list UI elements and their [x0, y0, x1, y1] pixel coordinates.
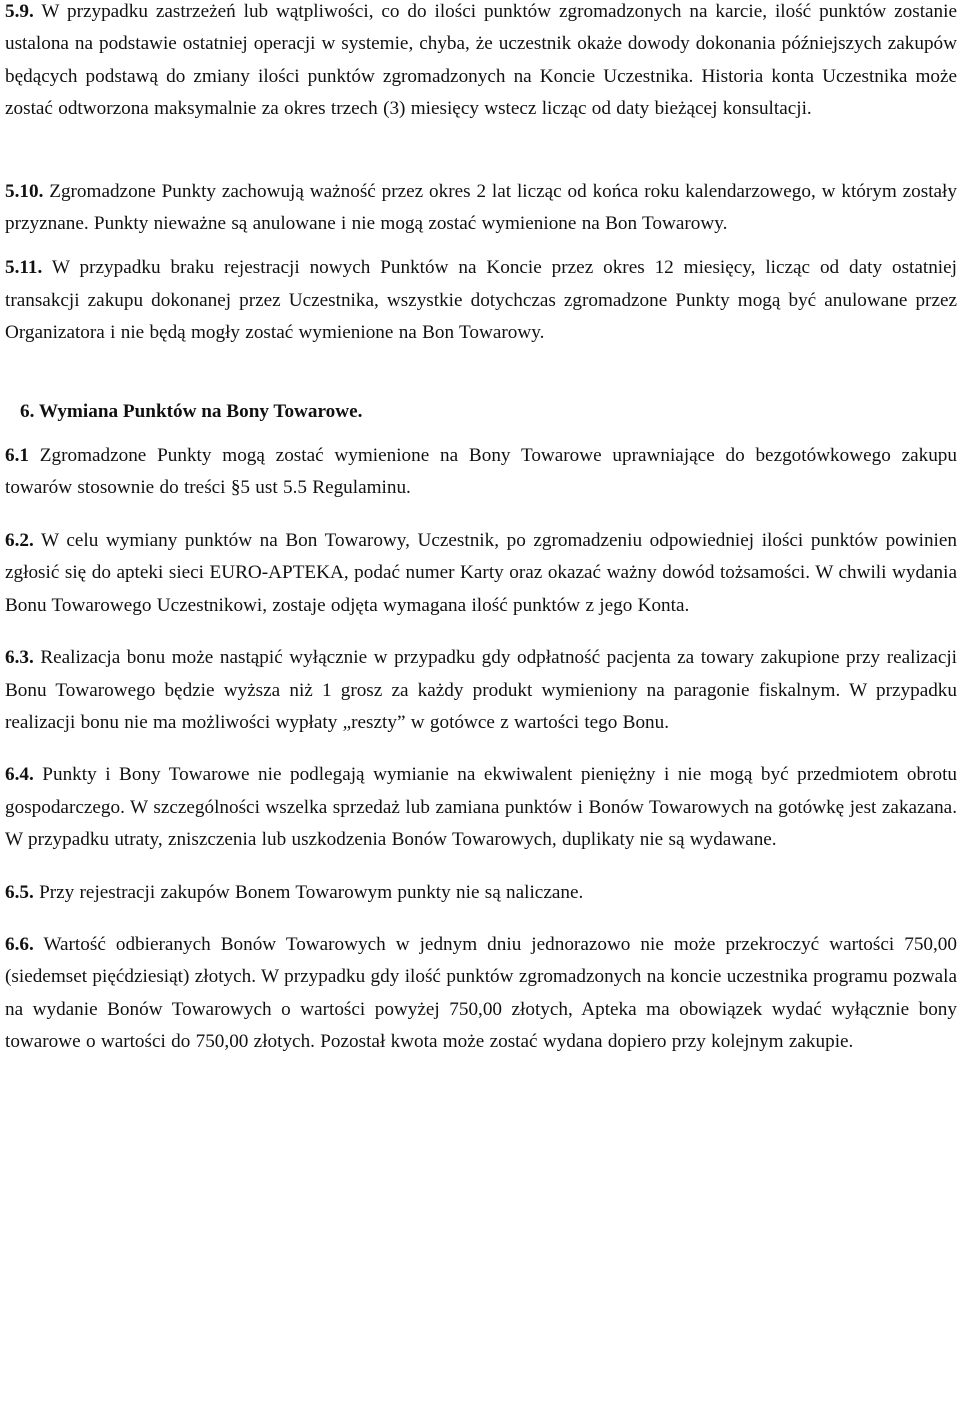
section-text: W przypadku zastrzeżeń lub wątpliwości, co do ilości punktów zgromadzonych na karcie, ilość punktów zostanie ustalona na podstawie ostatniej operacji w systemie, chyba, że uczestnik okaże dowody dokonania późniejszych zakupów będących podstawą do zmiany ilości punktów zgromadzonych na Koncie Uczestnika. Historia konta Uczestnika może zostać odtworzona maksymalnie za okres trzech (3) miesięcy wstecz licząc od daty bieżącej konsultacji.: [5, 1, 957, 120]
section-text: Zgromadzone Punkty mogą zostać wymienione na Bony Towarowe uprawniające do bezgotówkowego zakupu towarów stosownie do treści §5 ust 5.5 Regulaminu.: [5, 445, 957, 499]
section-number: 6.6.: [5, 933, 34, 955]
section-6-6: [5, 929, 957, 1059]
section-6-2: [5, 525, 957, 622]
section-6-1: [5, 440, 957, 505]
section-number: 6.5.: [5, 881, 34, 903]
section-text: Punkty i Bony Towarowe nie podlegają wymianie na ekwiwalent pieniężny i nie mogą być przedmiotem obrotu gospodarczego. W szczególności wszelka sprzedaż lub zamiana punktów i Bonów Towarowych na gotówkę jest zakazana. W przypadku utraty, zniszczenia lub uszkodzenia Bonów Towarowych, duplikaty nie są wydawane.: [5, 764, 957, 851]
section-number: 6.3.: [5, 647, 34, 669]
section-text: Realizacja bonu może nastąpić wyłącznie w przypadku gdy odpłatność pacjenta za towary zakupione przy realizacji Bonu Towarowego będzie wyższa niż 1 grosz za każdy produkt wymieniony na paragonie fiskalnym. W przypadku realizacji bonu nie ma możliwości wypłaty „reszty” w gotówce z wartości tego Bonu.: [5, 647, 957, 733]
section-text: W celu wymiany punktów na Bon Towarowy, Uczestnik, po zgromadzeniu odpowiedniej ilości punktów powinien zgłosić się do apteki sieci EURO-APTEKA, podać numer Karty oraz okazać ważny dowód tożsamości. W chwili wydania Bonu Towarowego Uczestnikowi, zostaje odjęta wymagana ilość punktów z jego Konta.: [5, 529, 957, 616]
section-6-4: [5, 759, 957, 856]
document-page: [5, 0, 957, 1059]
section-text: Zgromadzone Punkty zachowują ważność przez okres 2 lat licząc od końca roku kalendarzowego, w którym zostały przyznane. Punkty nieważne są anulowane i nie mogą zostać wymienione na Bon Towarowy.: [5, 180, 957, 235]
section-number: 6.2.: [5, 529, 34, 551]
section-number: 5.9.: [5, 1, 34, 22]
section-6-3: [5, 642, 957, 739]
section-text: W przypadku braku rejestracji nowych Punktów na Koncie przez okres 12 miesięcy, licząc od daty ostatniej transakcji zakupu dokonanej przez Uczestnika, wszystkie dotychczas zgromadzone Punkty mogą być anulowane przez Organizatora i nie będą mogły zostać wymienione na Bon Towarowy.: [5, 257, 957, 344]
section-number: 6.1: [5, 445, 29, 467]
section-number: 6.4.: [5, 764, 34, 786]
section-5-11: [5, 252, 957, 349]
section-text: Wartość odbieranych Bonów Towarowych w jednym dniu jednorazowo nie może przekroczyć wartości 750,00 (siedemset pięćdziesiąt) złotych. W przypadku gdy ilość punktów zgromadzonych na koncie uczestnika programu pozwala na wydanie Bonów Towarowych o wartości powyżej 750,00 złotych, Apteka ma obowiązek wydać wyłącznie bony towarowe o wartości do 750,00 złotych. Pozostał kwota może zostać wydana dopiero przy kolejnym zakupie.: [5, 933, 957, 1053]
section-5-9: [5, 0, 957, 126]
section-number: 5.11.: [5, 257, 43, 279]
section-6-heading: 6. Wymiana Punktów na Bony Towarowe.: [20, 400, 363, 422]
section-6-5: [5, 877, 957, 909]
section-text: Przy rejestracji zakupów Bonem Towarowym punkty nie są naliczane.: [33, 881, 584, 903]
section-5-10: [5, 176, 957, 241]
section-number: 5.10.: [5, 180, 44, 202]
